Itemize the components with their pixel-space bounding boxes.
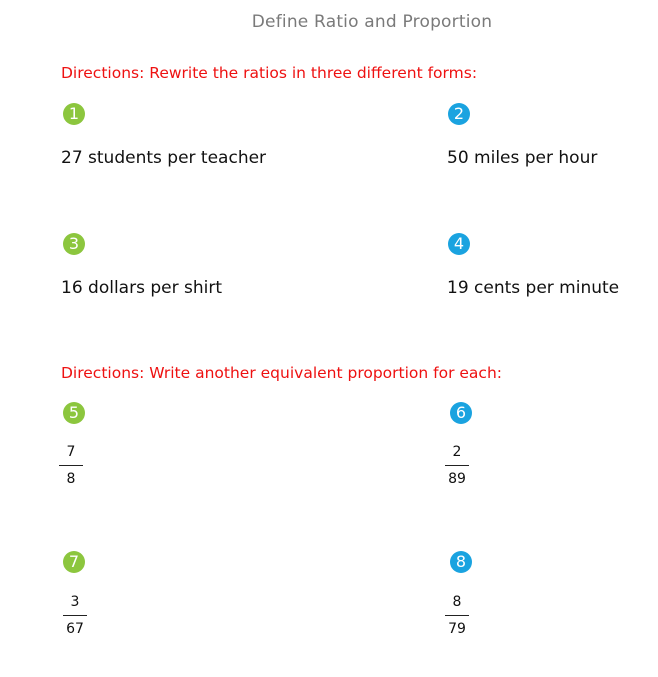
fraction-numerator: 7 [66, 444, 76, 460]
problem-1-text: 27 students per teacher [61, 148, 267, 168]
fraction-denominator: 79 [448, 621, 466, 637]
directions-rewrite-ratios: Directions: Rewrite the ratios in three different forms: [61, 64, 478, 82]
problem-5-fraction [60, 444, 82, 487]
problem-number-badge-2: 2 [448, 103, 470, 125]
problem-number-badge-1: 1 [63, 103, 85, 125]
problem-4-text: 19 cents per minute [447, 278, 620, 298]
fraction-denominator: 8 [66, 471, 76, 487]
problem-number-badge-5: 5 [63, 402, 85, 424]
page-title: Define Ratio and Proportion [251, 12, 493, 32]
problem-2-text: 50 miles per hour [447, 148, 598, 168]
problem-8-fraction [446, 594, 468, 637]
problem-number-badge-3: 3 [63, 233, 85, 255]
fraction-numerator: 2 [452, 444, 462, 460]
problem-3-text: 16 dollars per shirt [61, 278, 222, 298]
problem-number-badge-4: 4 [448, 233, 470, 255]
directions-equivalent-proportion: Directions: Write another equivalent proportion for each: [61, 364, 502, 382]
problem-number-badge-7: 7 [63, 551, 85, 573]
problem-6-fraction [446, 444, 468, 487]
fraction-numerator: 8 [452, 594, 462, 610]
problem-number-badge-8: 8 [450, 551, 472, 573]
problem-number-badge-6: 6 [450, 402, 472, 424]
fraction-denominator: 89 [448, 471, 466, 487]
fraction-denominator: 67 [66, 621, 84, 637]
fraction-numerator: 3 [70, 594, 80, 610]
problem-7-fraction [64, 594, 86, 637]
